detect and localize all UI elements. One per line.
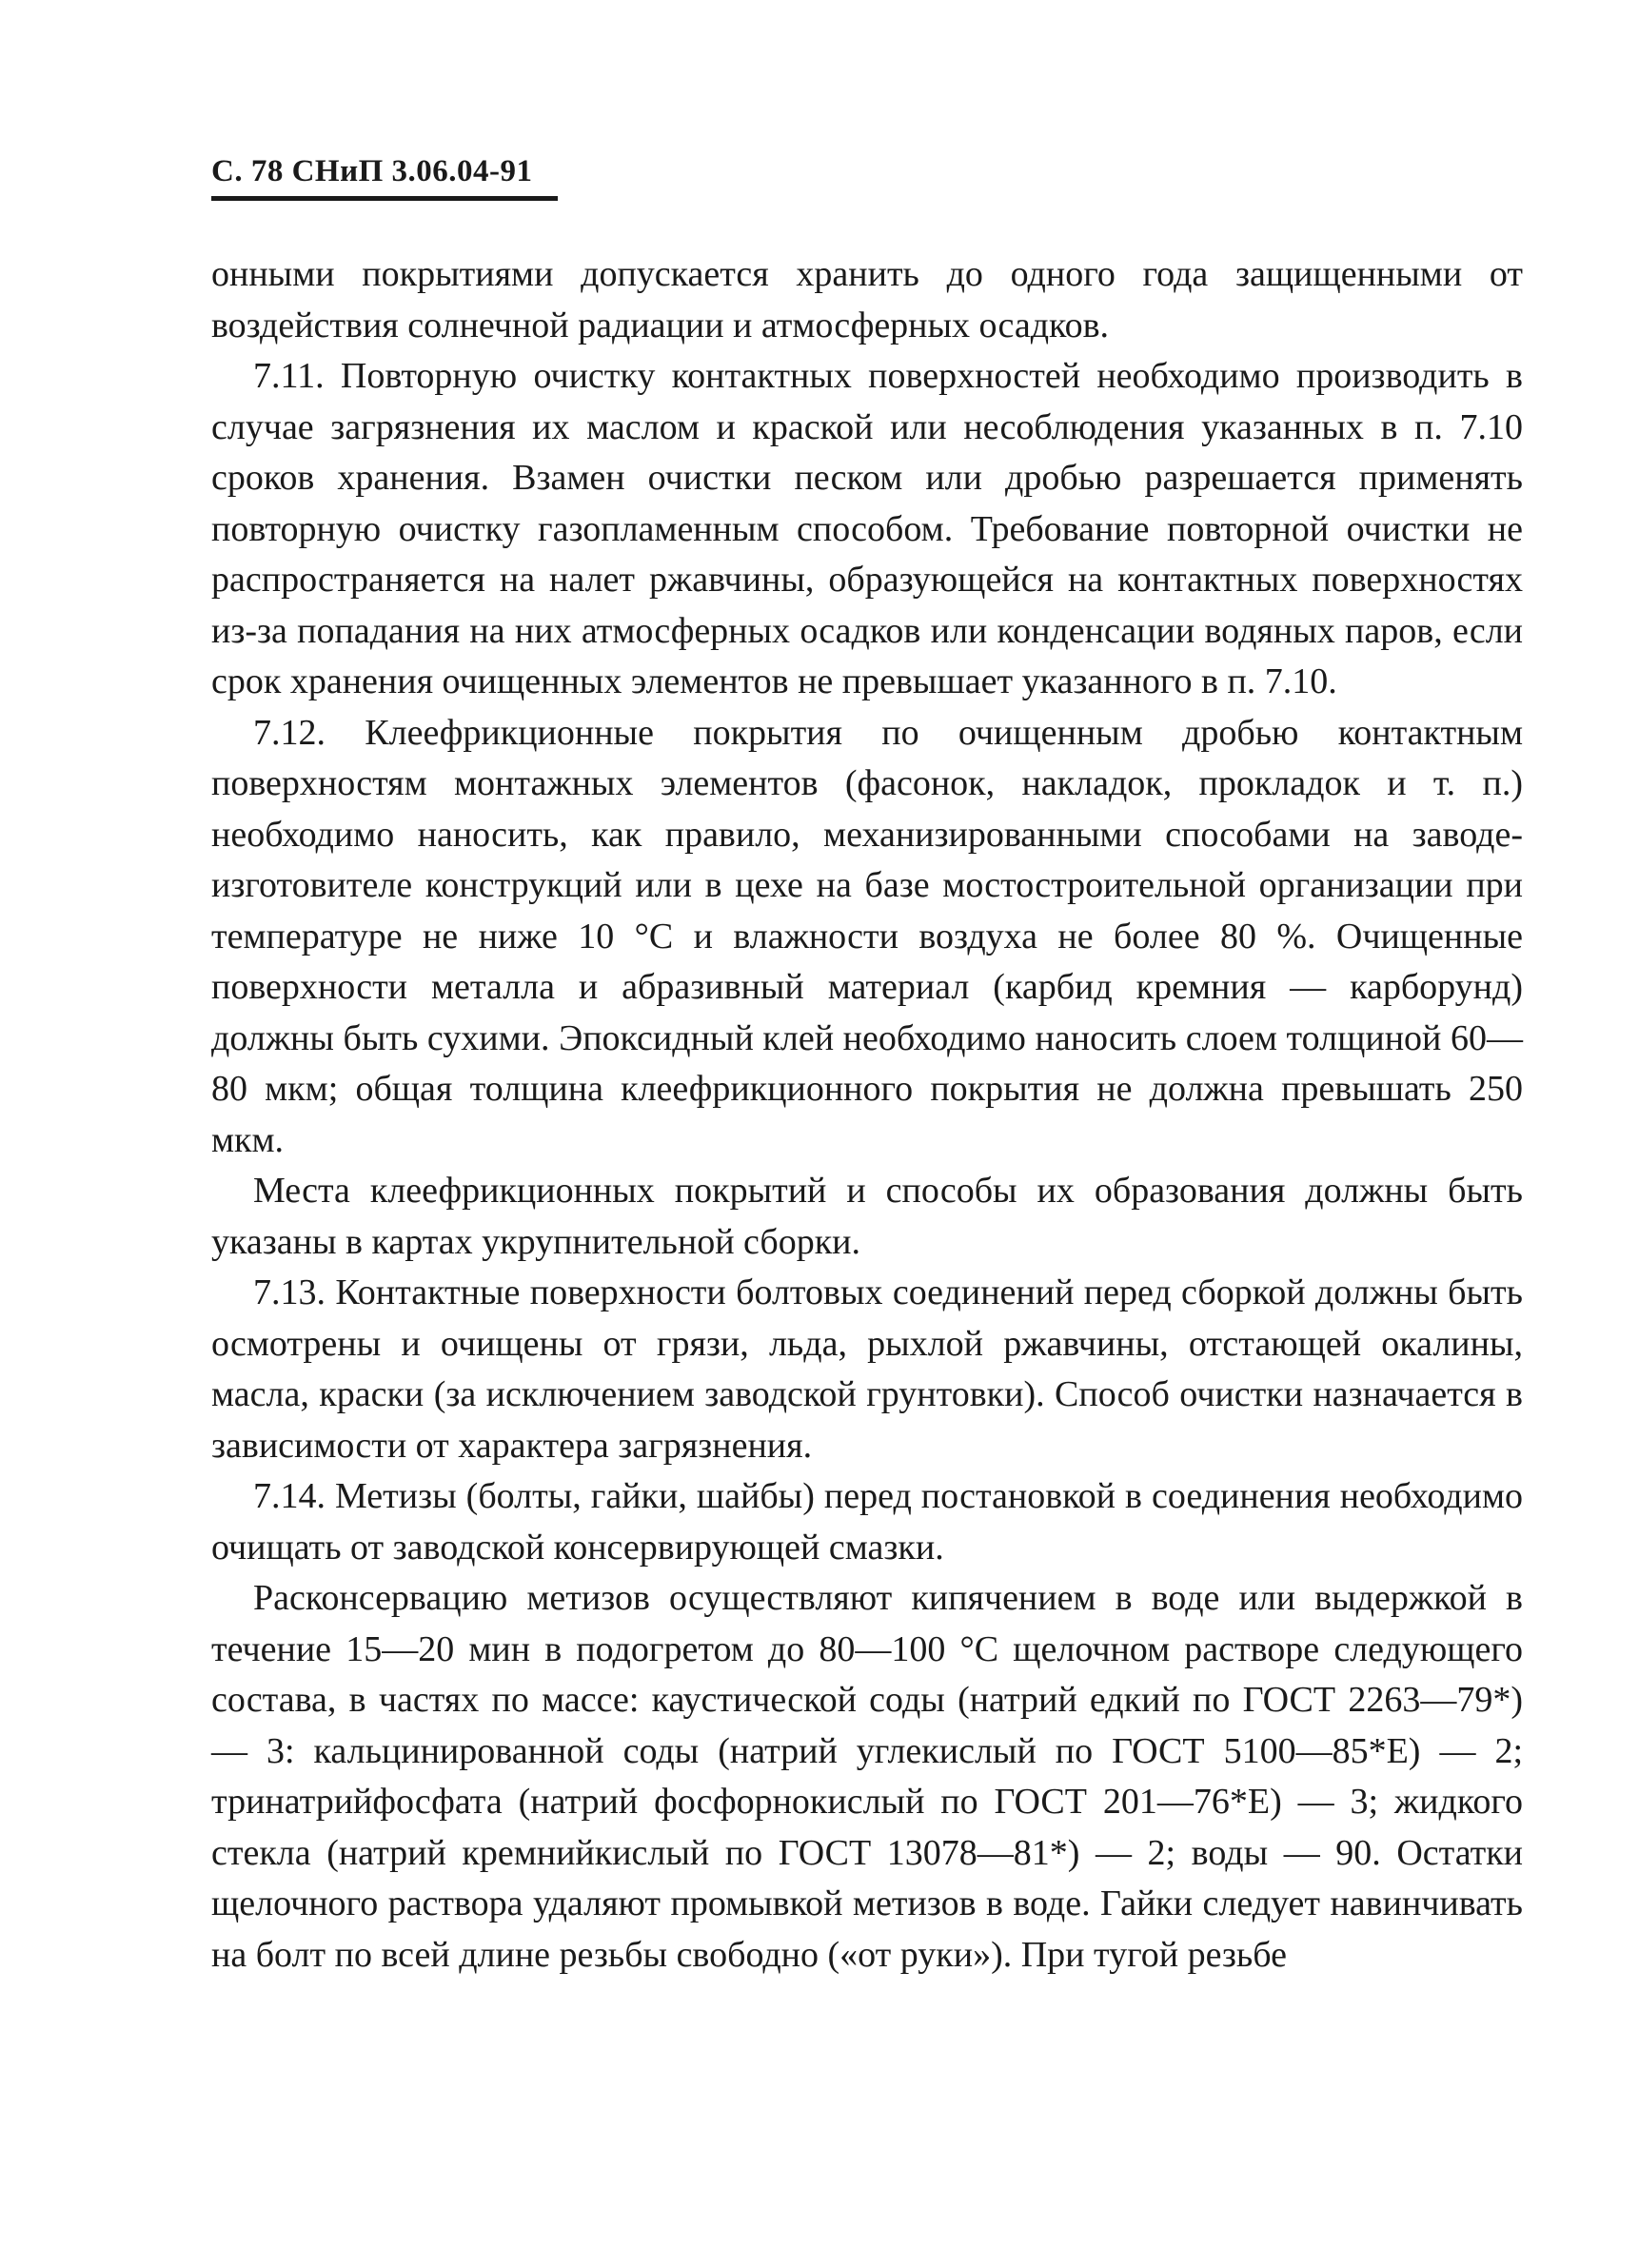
body-text	[211, 249, 1523, 1981]
paragraph-deconservation: Расконсервацию метизов осуществляют кипячением в воде или выдержкой в течение 15—20 мин в подогретом до 80—100 °С щелочном растворе следующего состава, в частях по массе: каустической соды (натрий едкий по ГОСТ 2263—79*) — 3: кальцинированной соды (натрий углекислый по ГОСТ 5100—85*Е) — 2; тринатрийфосфата (натрий фосфорнокислый по ГОСТ 201—76*Е) — 3; жидкого стекла (натрий кремнийкислый по ГОСТ 13078—81*) — 2; воды — 90. Остатки щелочного раствора удаляют промывкой метизов в воде. Гайки следует навинчивать на болт по всей длине резьбы свободно («от руки»). При тугой резьбе	[211, 1578, 1523, 1975]
header-rule	[211, 196, 558, 201]
paragraph-continuation: онными покрытиями допускается хранить до одного года защищенными от воздействия солнечной радиации и атмосферных осадков.	[211, 254, 1523, 345]
running-head: С. 78 СНиП 3.06.04-91	[211, 154, 533, 188]
paragraph-7-14: 7.14. Метизы (болты, гайки, шайбы) перед постановкой в соединения необходимо очищать от заводской консервирующей смазки.	[211, 1476, 1523, 1568]
paragraph-7-13: 7.13. Контактные поверхности болтовых соединений перед сборкой должны быть осмотрены и очищены от грязи, льда, рыхлой ржавчины, отстающей окалины, масла, краски (за исключением заводской грунтовки). Способ очистки назначается в зависимости от характера загрязнения.	[211, 1272, 1523, 1466]
paragraph-7-12: 7.12. Клеефрикционные покрытия по очищенным дробью контактным поверхностям монтажных элементов (фасонок, накладок, прокладок и т. п.) необходимо наносить, как правило, механизированными способами на заводе-изготовителе конструкций или в цехе на базе мостостроительной организации при температуре не ниже 10 °С и влажности воздуха не более 80 %. Очищенные поверхности металла и абразивный материал (карбид кремния — карборунд) должны быть сухими. Эпоксидный клей необходимо наносить слоем толщиной 60—80 мкм; общая толщина клеефрикционного покрытия не должна превышать 250 мкм.	[211, 712, 1523, 1160]
paragraph-adhesive-locations: Места клеефрикционных покрытий и способы их образования должны быть указаны в картах укрупнительной сборки.	[211, 1171, 1523, 1262]
paragraph-7-11: 7.11. Повторную очистку контактных поверхностей необходимо производить в случае загрязнения их маслом и краской или несоблюдения указанных в п. 7.10 сроков хранения. Взамен очистки песком или дробью разрешается применять повторную очистку газопламенным способом. Требование повторной очистки не распространяется на налет ржавчины, образующейся на контактных поверхностях из-за попадания на них атмосферных осадков или конденсации водяных паров, если срок хранения очищенных элементов не превышает указанного в п. 7.10.	[211, 356, 1523, 701]
